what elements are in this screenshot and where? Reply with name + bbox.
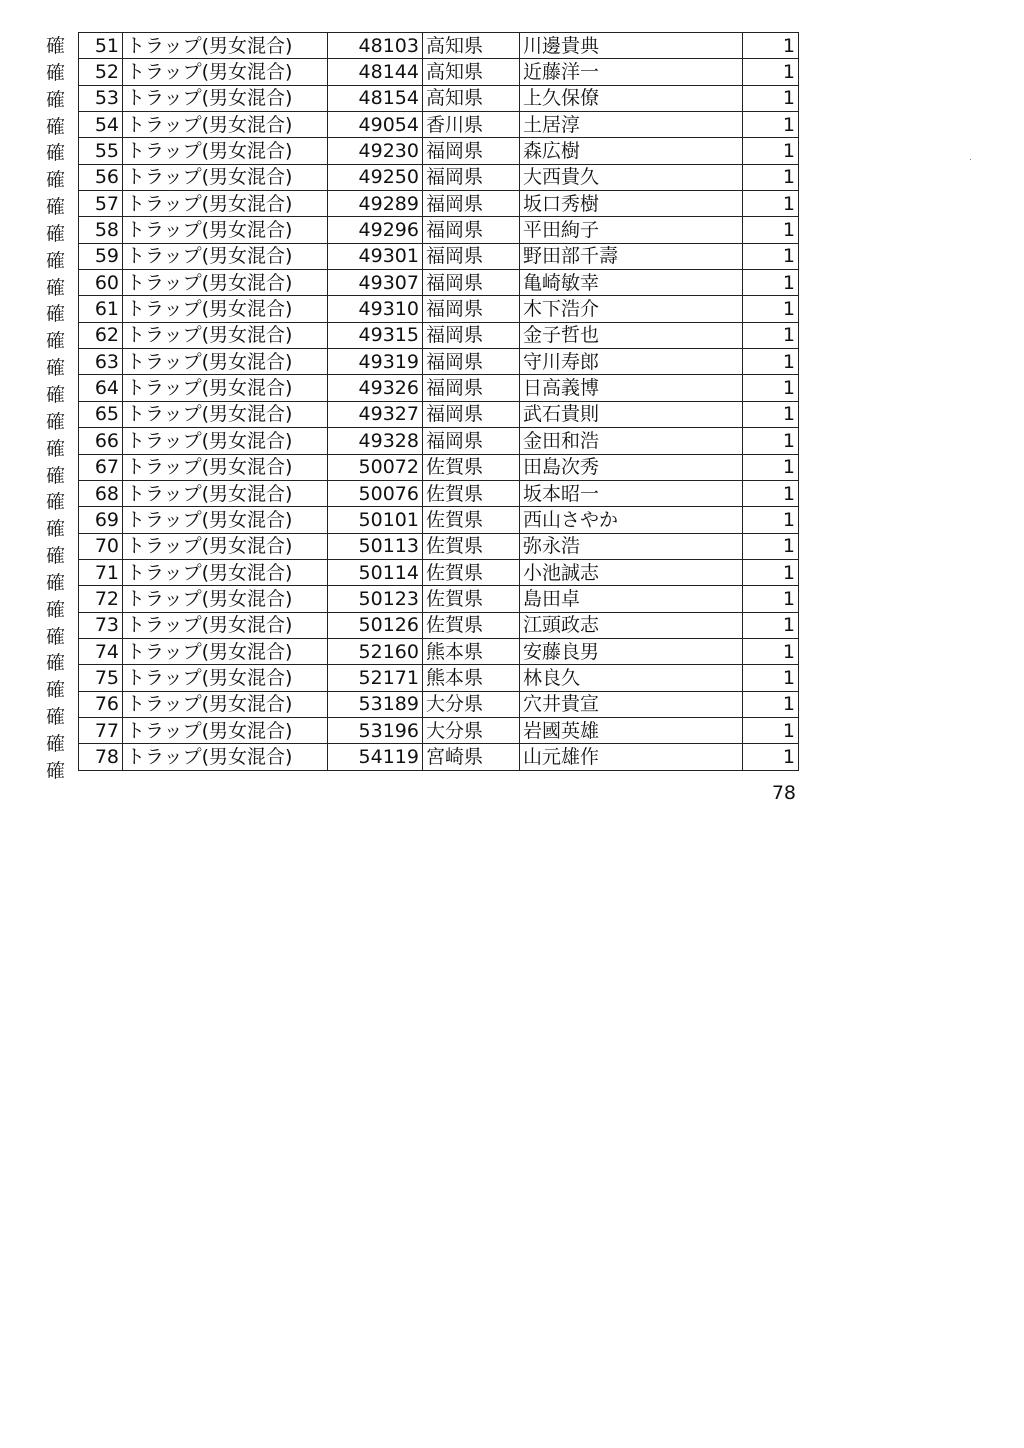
member-id-cell: 50101: [328, 507, 423, 533]
status-mark: 確: [46, 303, 66, 326]
table-row: [79, 270, 799, 296]
event-name-cell: トラップ(男女混合): [123, 85, 328, 111]
prefecture-cell: 宮崎県: [423, 744, 520, 770]
prefecture-cell: 佐賀県: [423, 586, 520, 612]
status-mark: 確: [46, 706, 66, 729]
entry-number-cell: 58: [79, 217, 123, 243]
entry-number-cell: 67: [79, 454, 123, 480]
table-row: [79, 454, 799, 480]
player-name-cell: 亀崎敏幸: [520, 270, 743, 296]
entry-number-cell: 70: [79, 533, 123, 559]
table-row: [79, 322, 799, 348]
table-row: [79, 85, 799, 111]
prefecture-cell: 佐賀県: [423, 612, 520, 638]
prefecture-cell: 佐賀県: [423, 533, 520, 559]
entry-number-cell: 60: [79, 270, 123, 296]
status-mark: 確: [46, 249, 66, 272]
table-row: [79, 191, 799, 217]
player-name-cell: 弥永浩: [520, 533, 743, 559]
status-mark: 確: [46, 437, 66, 460]
entry-number-cell: 53: [79, 85, 123, 111]
event-name-cell: トラップ(男女混合): [123, 691, 328, 717]
entry-count-cell: 1: [743, 191, 799, 217]
entry-count-cell: 1: [743, 217, 799, 243]
entry-number-cell: 74: [79, 638, 123, 664]
prefecture-cell: 福岡県: [423, 375, 520, 401]
status-mark: 確: [46, 652, 66, 675]
member-id-cell: 49319: [328, 349, 423, 375]
player-name-cell: 上久保僚: [520, 85, 743, 111]
entry-count-cell: 1: [743, 85, 799, 111]
entry-count-cell: 1: [743, 112, 799, 138]
entry-number-cell: 66: [79, 428, 123, 454]
status-mark: 確: [46, 61, 66, 84]
member-id-cell: 49310: [328, 296, 423, 322]
status-mark: 確: [46, 115, 66, 138]
event-name-cell: トラップ(男女混合): [123, 164, 328, 190]
status-column: [40, 32, 76, 784]
event-name-cell: トラップ(男女混合): [123, 507, 328, 533]
table-row: [79, 217, 799, 243]
player-name-cell: 金田和浩: [520, 428, 743, 454]
event-name-cell: トラップ(男女混合): [123, 744, 328, 770]
prefecture-cell: 熊本県: [423, 665, 520, 691]
player-name-cell: 田島次秀: [520, 454, 743, 480]
player-name-cell: 大西貴久: [520, 164, 743, 190]
entry-count-cell: 1: [743, 480, 799, 506]
table-row: [79, 375, 799, 401]
event-name-cell: トラップ(男女混合): [123, 375, 328, 401]
entry-count-cell: 1: [743, 59, 799, 85]
member-id-cell: 54119: [328, 744, 423, 770]
table-row: [79, 33, 799, 59]
table-row: [79, 428, 799, 454]
player-name-cell: 西山さやか: [520, 507, 743, 533]
member-id-cell: 49250: [328, 164, 423, 190]
event-name-cell: トラップ(男女混合): [123, 217, 328, 243]
event-name-cell: トラップ(男女混合): [123, 349, 328, 375]
player-name-cell: 近藤洋一: [520, 59, 743, 85]
event-name-cell: トラップ(男女混合): [123, 480, 328, 506]
entry-number-cell: 76: [79, 691, 123, 717]
event-name-cell: トラップ(男女混合): [123, 138, 328, 164]
table-row: [79, 349, 799, 375]
entry-number-cell: 63: [79, 349, 123, 375]
event-name-cell: トラップ(男女混合): [123, 401, 328, 427]
table-row: [79, 533, 799, 559]
prefecture-cell: 佐賀県: [423, 480, 520, 506]
entry-count-cell: 1: [743, 428, 799, 454]
member-id-cell: 53196: [328, 717, 423, 743]
event-name-cell: トラップ(男女混合): [123, 112, 328, 138]
member-id-cell: 50072: [328, 454, 423, 480]
table-row: [79, 665, 799, 691]
table-row: [79, 480, 799, 506]
entry-count-cell: 1: [743, 717, 799, 743]
entry-number-cell: 59: [79, 243, 123, 269]
entry-number-cell: 72: [79, 586, 123, 612]
player-name-cell: 江頭政志: [520, 612, 743, 638]
player-name-cell: 金子哲也: [520, 322, 743, 348]
prefecture-cell: 佐賀県: [423, 454, 520, 480]
status-mark: 確: [46, 196, 66, 219]
member-id-cell: 49315: [328, 322, 423, 348]
table-row: [79, 59, 799, 85]
prefecture-cell: 熊本県: [423, 638, 520, 664]
entry-number-cell: 51: [79, 33, 123, 59]
member-id-cell: 53189: [328, 691, 423, 717]
entry-count-cell: 1: [743, 612, 799, 638]
player-name-cell: 岩國英雄: [520, 717, 743, 743]
member-id-cell: 48154: [328, 85, 423, 111]
prefecture-cell: 高知県: [423, 33, 520, 59]
prefecture-cell: 大分県: [423, 691, 520, 717]
results-table-body: [79, 33, 799, 771]
player-name-cell: 森広樹: [520, 138, 743, 164]
member-id-cell: 49327: [328, 401, 423, 427]
prefecture-cell: 福岡県: [423, 428, 520, 454]
prefecture-cell: 福岡県: [423, 217, 520, 243]
player-name-cell: 武石貴則: [520, 401, 743, 427]
event-name-cell: トラップ(男女混合): [123, 270, 328, 296]
entry-number-cell: 69: [79, 507, 123, 533]
entry-number-cell: 75: [79, 665, 123, 691]
table-row: [79, 612, 799, 638]
entry-number-cell: 65: [79, 401, 123, 427]
entry-count-cell: 1: [743, 33, 799, 59]
member-id-cell: 49307: [328, 270, 423, 296]
entry-count-cell: 1: [743, 401, 799, 427]
member-id-cell: 52171: [328, 665, 423, 691]
member-id-cell: 50126: [328, 612, 423, 638]
event-name-cell: トラップ(男女混合): [123, 665, 328, 691]
table-row: [79, 112, 799, 138]
entry-number-cell: 52: [79, 59, 123, 85]
status-mark: 確: [46, 759, 66, 782]
event-name-cell: トラップ(男女混合): [123, 612, 328, 638]
event-name-cell: トラップ(男女混合): [123, 191, 328, 217]
member-id-cell: 49296: [328, 217, 423, 243]
prefecture-cell: 香川県: [423, 112, 520, 138]
table-row: [79, 401, 799, 427]
prefecture-cell: 高知県: [423, 59, 520, 85]
status-mark: 確: [46, 35, 66, 57]
member-id-cell: 49289: [328, 191, 423, 217]
status-mark: 確: [46, 518, 66, 541]
status-mark: 確: [46, 169, 66, 192]
entry-count-cell: 1: [743, 665, 799, 691]
status-mark: 確: [46, 142, 66, 165]
event-name-cell: トラップ(男女混合): [123, 243, 328, 269]
member-id-cell: 49326: [328, 375, 423, 401]
entry-number-cell: 55: [79, 138, 123, 164]
status-mark: 確: [46, 491, 66, 514]
table-row: [79, 138, 799, 164]
status-mark: 確: [46, 222, 66, 245]
event-name-cell: トラップ(男女混合): [123, 586, 328, 612]
status-mark: 確: [46, 330, 66, 353]
member-id-cell: 50123: [328, 586, 423, 612]
table-row: [79, 559, 799, 585]
entry-number-cell: 77: [79, 717, 123, 743]
event-name-cell: トラップ(男女混合): [123, 33, 328, 59]
status-mark: 確: [46, 88, 66, 111]
status-mark: 確: [46, 464, 66, 487]
prefecture-cell: 福岡県: [423, 322, 520, 348]
status-mark: 確: [46, 625, 66, 648]
table-row: [79, 296, 799, 322]
prefecture-cell: 福岡県: [423, 243, 520, 269]
member-id-cell: 50114: [328, 559, 423, 585]
prefecture-cell: 福岡県: [423, 191, 520, 217]
event-name-cell: トラップ(男女混合): [123, 59, 328, 85]
status-mark: 確: [46, 598, 66, 621]
entry-count-cell: 1: [743, 296, 799, 322]
entry-number-cell: 57: [79, 191, 123, 217]
page-number: 78: [771, 782, 796, 804]
player-name-cell: 坂本昭一: [520, 480, 743, 506]
prefecture-cell: 高知県: [423, 85, 520, 111]
player-name-cell: 野田部千壽: [520, 243, 743, 269]
member-id-cell: 48103: [328, 33, 423, 59]
player-name-cell: 穴井貴宣: [520, 691, 743, 717]
player-name-cell: 木下浩介: [520, 296, 743, 322]
status-mark: 確: [46, 276, 66, 299]
results-table: [78, 32, 799, 771]
prefecture-cell: 福岡県: [423, 349, 520, 375]
player-name-cell: 島田卓: [520, 586, 743, 612]
entry-count-cell: 1: [743, 375, 799, 401]
event-name-cell: トラップ(男女混合): [123, 428, 328, 454]
entry-count-cell: 1: [743, 559, 799, 585]
entry-number-cell: 56: [79, 164, 123, 190]
entry-count-cell: 1: [743, 138, 799, 164]
player-name-cell: 山元雄作: [520, 744, 743, 770]
player-name-cell: 守川寿郎: [520, 349, 743, 375]
table-row: [79, 691, 799, 717]
entry-count-cell: 1: [743, 454, 799, 480]
member-id-cell: 49054: [328, 112, 423, 138]
status-mark: 確: [46, 357, 66, 380]
prefecture-cell: 佐賀県: [423, 559, 520, 585]
entry-number-cell: 54: [79, 112, 123, 138]
prefecture-cell: 福岡県: [423, 164, 520, 190]
entry-count-cell: 1: [743, 638, 799, 664]
status-mark: 確: [46, 383, 66, 406]
prefecture-cell: 大分県: [423, 717, 520, 743]
player-name-cell: 土居淳: [520, 112, 743, 138]
member-id-cell: 49328: [328, 428, 423, 454]
player-name-cell: 安藤良男: [520, 638, 743, 664]
entry-count-cell: 1: [743, 322, 799, 348]
entry-number-cell: 78: [79, 744, 123, 770]
status-mark: 確: [46, 732, 66, 755]
prefecture-cell: 福岡県: [423, 270, 520, 296]
prefecture-cell: 佐賀県: [423, 507, 520, 533]
entry-count-cell: 1: [743, 349, 799, 375]
entry-count-cell: 1: [743, 691, 799, 717]
entry-count-cell: 1: [743, 243, 799, 269]
event-name-cell: トラップ(男女混合): [123, 638, 328, 664]
player-name-cell: 日高義博: [520, 375, 743, 401]
entry-count-cell: 1: [743, 164, 799, 190]
event-name-cell: トラップ(男女混合): [123, 717, 328, 743]
status-mark: 確: [46, 679, 66, 702]
prefecture-cell: 福岡県: [423, 296, 520, 322]
prefecture-cell: 福岡県: [423, 138, 520, 164]
table-row: [79, 243, 799, 269]
table-row: [79, 164, 799, 190]
event-name-cell: トラップ(男女混合): [123, 322, 328, 348]
event-name-cell: トラップ(男女混合): [123, 296, 328, 322]
entry-count-cell: 1: [743, 744, 799, 770]
member-id-cell: 49301: [328, 243, 423, 269]
entry-count-cell: 1: [743, 533, 799, 559]
table-row: [79, 586, 799, 612]
member-id-cell: 50076: [328, 480, 423, 506]
player-name-cell: 小池誠志: [520, 559, 743, 585]
member-id-cell: 48144: [328, 59, 423, 85]
entry-number-cell: 64: [79, 375, 123, 401]
table-row: [79, 744, 799, 770]
entry-count-cell: 1: [743, 586, 799, 612]
member-id-cell: 50113: [328, 533, 423, 559]
event-name-cell: トラップ(男女混合): [123, 454, 328, 480]
entry-number-cell: 73: [79, 612, 123, 638]
player-name-cell: 平田絢子: [520, 217, 743, 243]
entry-number-cell: 68: [79, 480, 123, 506]
member-id-cell: 49230: [328, 138, 423, 164]
entry-number-cell: 71: [79, 559, 123, 585]
player-name-cell: 林良久: [520, 665, 743, 691]
table-row: [79, 638, 799, 664]
status-mark: 確: [46, 545, 66, 568]
event-name-cell: トラップ(男女混合): [123, 533, 328, 559]
status-mark: 確: [46, 571, 66, 594]
table-row: [79, 507, 799, 533]
status-mark: 確: [46, 410, 66, 433]
entry-count-cell: 1: [743, 270, 799, 296]
event-name-cell: トラップ(男女混合): [123, 559, 328, 585]
scan-speck: [970, 159, 971, 160]
player-name-cell: 川邊貴典: [520, 33, 743, 59]
player-name-cell: 坂口秀樹: [520, 191, 743, 217]
entry-number-cell: 61: [79, 296, 123, 322]
prefecture-cell: 福岡県: [423, 401, 520, 427]
table-row: [79, 717, 799, 743]
entry-count-cell: 1: [743, 507, 799, 533]
member-id-cell: 52160: [328, 638, 423, 664]
entry-number-cell: 62: [79, 322, 123, 348]
